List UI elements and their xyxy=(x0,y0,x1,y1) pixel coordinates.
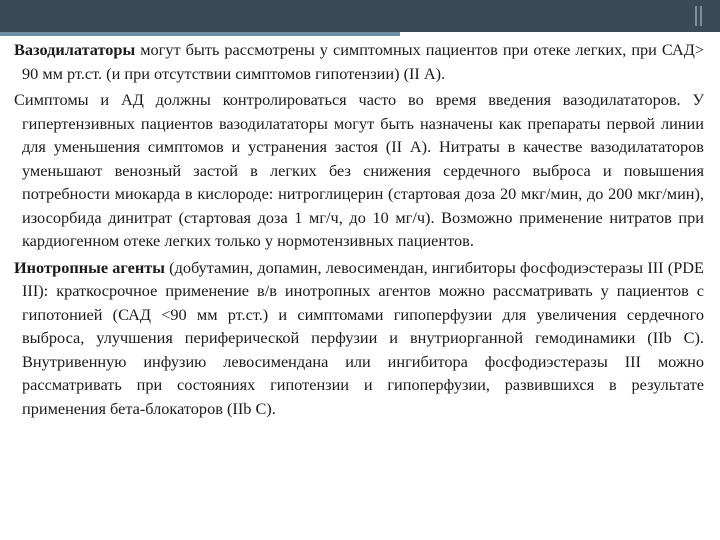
paragraph-monitoring xyxy=(14,88,704,253)
paragraph-vasodilators xyxy=(14,38,704,85)
paragraph-lead: Вазодилататоры xyxy=(14,40,136,59)
paragraph-lead: Инотропные агенты xyxy=(14,257,165,277)
paragraph-text: (добутамин, допамин, левосимендан, ингибиторы фосфодиэстеразы III (PDE III): краткосрочное применение в/в инотропных агентов можно рассматривать у пациентов с гипотонией (САД <90 мм рт.ст.) и симптомами гипоперфузии для увеличения сердечного выброса, улучшения периферической перфузии и внутриорганной гемодинамики (IIb С). Внутривенную инфузию левосимендана или ингибитора фосфодиэстеразы III можно рассматривать при состояниях гипотензии и гипоперфузии, развившихся в результате применения бета-блокаторов (IIb С). xyxy=(22,257,704,418)
slide-header-bar xyxy=(0,0,720,32)
paragraph-text: Симптомы и АД должны контролироваться часто во время введения вазодилататоров. У гипертензивных пациентов вазодилататоры могут быть назначены как препараты первой линии для уменьшения симптомов и устранения застоя (II А). Нитраты в качестве вазодилататоров уменьшают венозный застой в легких без снижения сердечного выброса и повышения потребности миокарда в кислороде: нитроглицерин (стартовая доза 20 мкг/мин, до 200 мкг/мин), изосорбида динитрат (стартовая доза 1 мг/ч, до 10 мг/ч). Возможно применение нитратов при кардиогенном отеке легких только у нормотензивных пациентов. xyxy=(14,90,704,250)
slide-body xyxy=(14,38,704,423)
slide-header-accent xyxy=(0,32,400,36)
corner-decoration-icon xyxy=(692,6,712,28)
paragraph-inotropes xyxy=(14,256,704,421)
paragraph-text: могут быть рассмотрены у симптомных пациентов при отеке легких, при САД> 90 мм рт.ст. (и при отсутствии симптомов гипотензии) (II А). xyxy=(22,40,704,83)
